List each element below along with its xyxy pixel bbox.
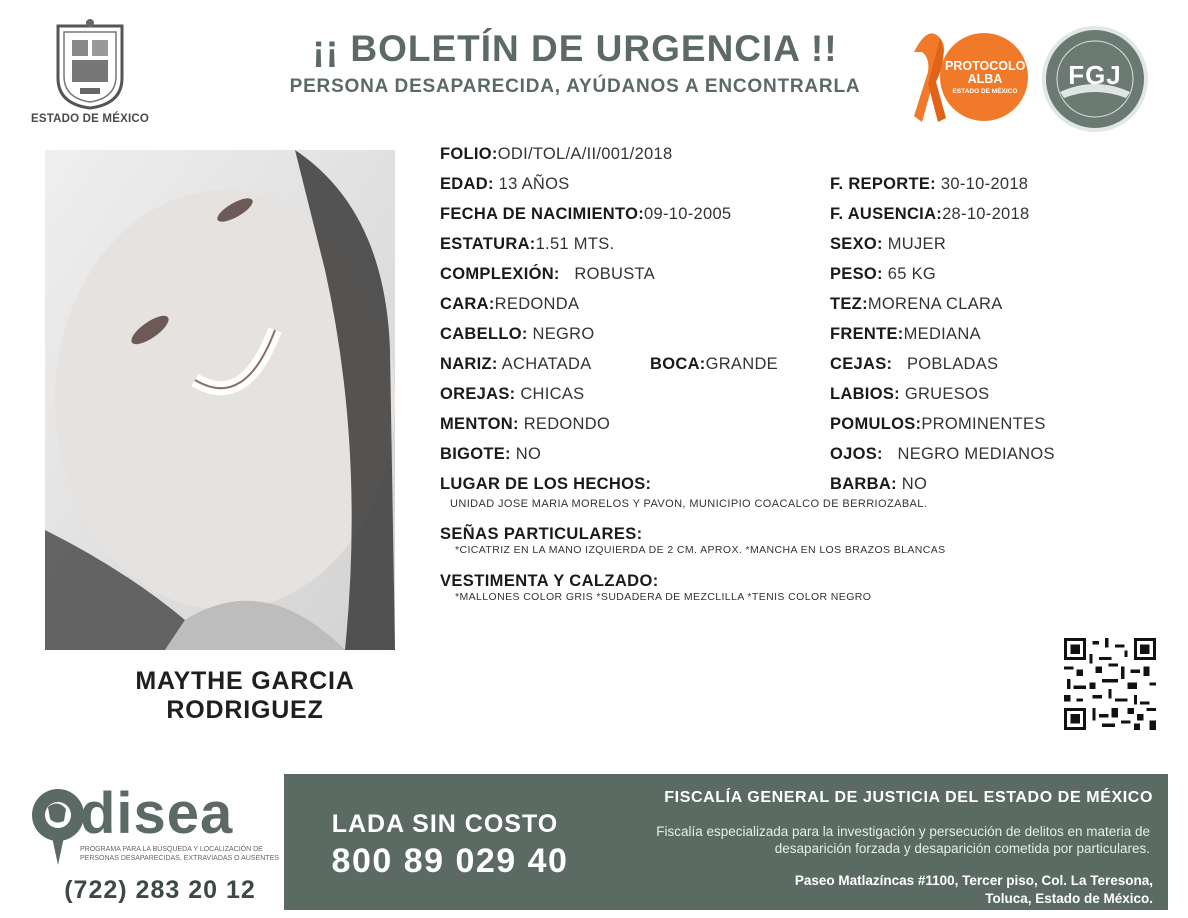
tez-value: MORENA CLARA xyxy=(867,295,1003,313)
lugar-value: UNIDAD JOSE MARIA MORELOS Y PAVON, MUNICIPIO COACALCO DE BERRIOZABAL. xyxy=(450,498,928,510)
fgj-logo-text: FGJ xyxy=(1068,60,1122,90)
person-name xyxy=(45,667,445,725)
barba-label: BARBA: xyxy=(830,475,897,493)
frente-label: FRENTE: xyxy=(830,325,904,343)
folio-field xyxy=(440,145,672,164)
qr-code[interactable] xyxy=(1064,638,1156,730)
person-name-line2: RODRIGUEZ xyxy=(166,696,324,724)
frente-field xyxy=(830,325,981,344)
vestimenta-label: VESTIMENTA Y CALZADO: xyxy=(440,572,659,590)
lugar-label: LUGAR DE LOS HECHOS: xyxy=(440,475,652,493)
cara-label: CARA: xyxy=(440,295,495,313)
frente-value: MEDIANA xyxy=(903,325,981,343)
orejas-value: CHICAS xyxy=(520,385,585,403)
missing-person-photo xyxy=(45,150,395,650)
alba-line3: ESTADO DE MÉXICO xyxy=(952,88,1018,96)
bulletin-subtitle: PERSONA DESAPARECIDA, AYÚDANOS A ENCONTRARLA xyxy=(289,76,861,97)
sexo-label: SEXO: xyxy=(830,235,883,253)
odisea-description: PROGRAMA PARA LA BÚSQUEDA Y LOCALIZACIÓN DE PERSONAS DESAPARECIDAS, EXTRAVIADAS O AUSENTES xyxy=(80,846,279,862)
estado-de-mexico-label: ESTADO DE MÉXICO xyxy=(31,113,149,125)
pomulos-value: PROMINENTES xyxy=(921,415,1046,433)
peso-value: 65 KG xyxy=(887,265,937,283)
complexion-label: COMPLEXIÓN: xyxy=(440,265,560,283)
edad-value: 13 AÑOS xyxy=(498,175,570,193)
nariz-label: NARIZ: xyxy=(440,355,498,373)
menton-label: MENTON: xyxy=(440,415,519,433)
senas-label: SEÑAS PARTICULARES: xyxy=(440,525,643,543)
barba-value: NO xyxy=(901,475,928,493)
estatura-value: 1.51 MTS. xyxy=(535,235,615,253)
edad-field xyxy=(440,175,570,194)
f-reporte-field xyxy=(830,175,1028,194)
estatura-label: ESTATURA: xyxy=(440,235,536,253)
cabello-value: NEGRO xyxy=(532,325,595,343)
vestimenta-value: *MALLONES COLOR GRIS *SUDADERA DE MEZCLILLA *TENIS COLOR NEGRO xyxy=(455,591,872,603)
odisea-wordmark: disea xyxy=(80,781,234,846)
tez-field xyxy=(830,295,1003,314)
lugar-field xyxy=(440,475,651,494)
lada-sin-costo-label: LADA SIN COSTO xyxy=(331,810,559,838)
alba-line1: PROTOCOLO xyxy=(945,59,1026,73)
f-reporte-value: 30-10-2018 xyxy=(940,175,1029,193)
nariz-value: ACHATADA xyxy=(501,355,592,373)
cara-value: REDONDA xyxy=(494,295,580,313)
boca-label: BOCA: xyxy=(650,355,706,373)
ojos-value: NEGRO MEDIANOS xyxy=(897,445,1055,463)
edad-label: EDAD: xyxy=(440,175,494,193)
address-line2: Toluca, Estado de México. xyxy=(985,891,1153,906)
cejas-label: CEJAS: xyxy=(830,355,893,373)
protocolo-alba-text xyxy=(945,60,1025,96)
cabello-label: CABELLO: xyxy=(440,325,528,343)
folio-value: ODI/TOL/A/II/001/2018 xyxy=(497,145,673,163)
lada-phone-number[interactable]: 800 89 029 40 xyxy=(331,842,569,880)
pomulos-field xyxy=(830,415,1046,434)
fiscalia-address xyxy=(605,872,1153,908)
bulletin-title: ¡¡ BOLETÍN DE URGENCIA !! xyxy=(312,28,838,69)
barba-field xyxy=(830,475,927,494)
f-ausencia-field xyxy=(830,205,1029,224)
orejas-field xyxy=(440,385,585,404)
estado-de-mexico-seal xyxy=(50,18,130,110)
bigote-field xyxy=(440,445,541,464)
estatura-field xyxy=(440,235,614,254)
peso-field xyxy=(830,265,936,284)
fecha-nacimiento-label: FECHA DE NACIMIENTO: xyxy=(440,205,644,223)
cara-field xyxy=(440,295,579,314)
complexion-value: ROBUSTA xyxy=(574,265,656,283)
sexo-value: MUJER xyxy=(887,235,947,253)
ojos-field xyxy=(830,445,1055,464)
odisea-phone[interactable]: (722) 283 20 12 xyxy=(64,876,256,904)
f-ausencia-value: 28-10-2018 xyxy=(942,205,1030,223)
f-ausencia-label: F. AUSENCIA: xyxy=(830,205,943,223)
address-line1: Paseo Matlazíncas #1100, Tercer piso, Col. La Teresona, xyxy=(794,873,1153,888)
senas-value: *CICATRIZ EN LA MANO IZQUIERDA DE 2 CM. APROX. *MANCHA EN LOS BRAZOS BLANCAS xyxy=(455,544,946,556)
fiscalia-title: FISCALÍA GENERAL DE JUSTICIA DEL ESTADO DE MÉXICO xyxy=(664,789,1153,806)
person-name-line1: MAYTHE GARCIA xyxy=(135,667,355,695)
orejas-label: OREJAS: xyxy=(440,385,516,403)
labios-label: LABIOS: xyxy=(830,385,900,403)
labios-field xyxy=(830,385,989,404)
boca-field xyxy=(650,355,778,374)
cejas-value: POBLADAS xyxy=(906,355,999,373)
bigote-label: BIGOTE: xyxy=(440,445,511,463)
ojos-label: OJOS: xyxy=(830,445,883,463)
folio-label: FOLIO: xyxy=(440,145,498,163)
fiscalia-description: Fiscalía especializada para la investigación y persecución de delitos en materia de desaparición forzada y desaparición cometida por particulares. xyxy=(656,824,1150,856)
pomulos-label: POMULOS: xyxy=(830,415,922,433)
fecha-nacimiento-value: 09-10-2005 xyxy=(644,205,732,223)
fecha-nacimiento-field xyxy=(440,205,731,224)
cabello-field xyxy=(440,325,595,344)
complexion-field xyxy=(440,265,655,284)
bigote-value: NO xyxy=(515,445,542,463)
tez-label: TEZ: xyxy=(830,295,868,313)
peso-label: PESO: xyxy=(830,265,883,283)
menton-field xyxy=(440,415,610,434)
sexo-field xyxy=(830,235,946,254)
cejas-field xyxy=(830,355,998,374)
alba-line2: ALBA xyxy=(967,72,1003,87)
boca-value: GRANDE xyxy=(705,355,778,373)
menton-value: REDONDO xyxy=(523,415,611,433)
nariz-field xyxy=(440,355,592,374)
f-reporte-label: F. REPORTE: xyxy=(830,175,936,193)
labios-value: GRUESOS xyxy=(904,385,990,403)
